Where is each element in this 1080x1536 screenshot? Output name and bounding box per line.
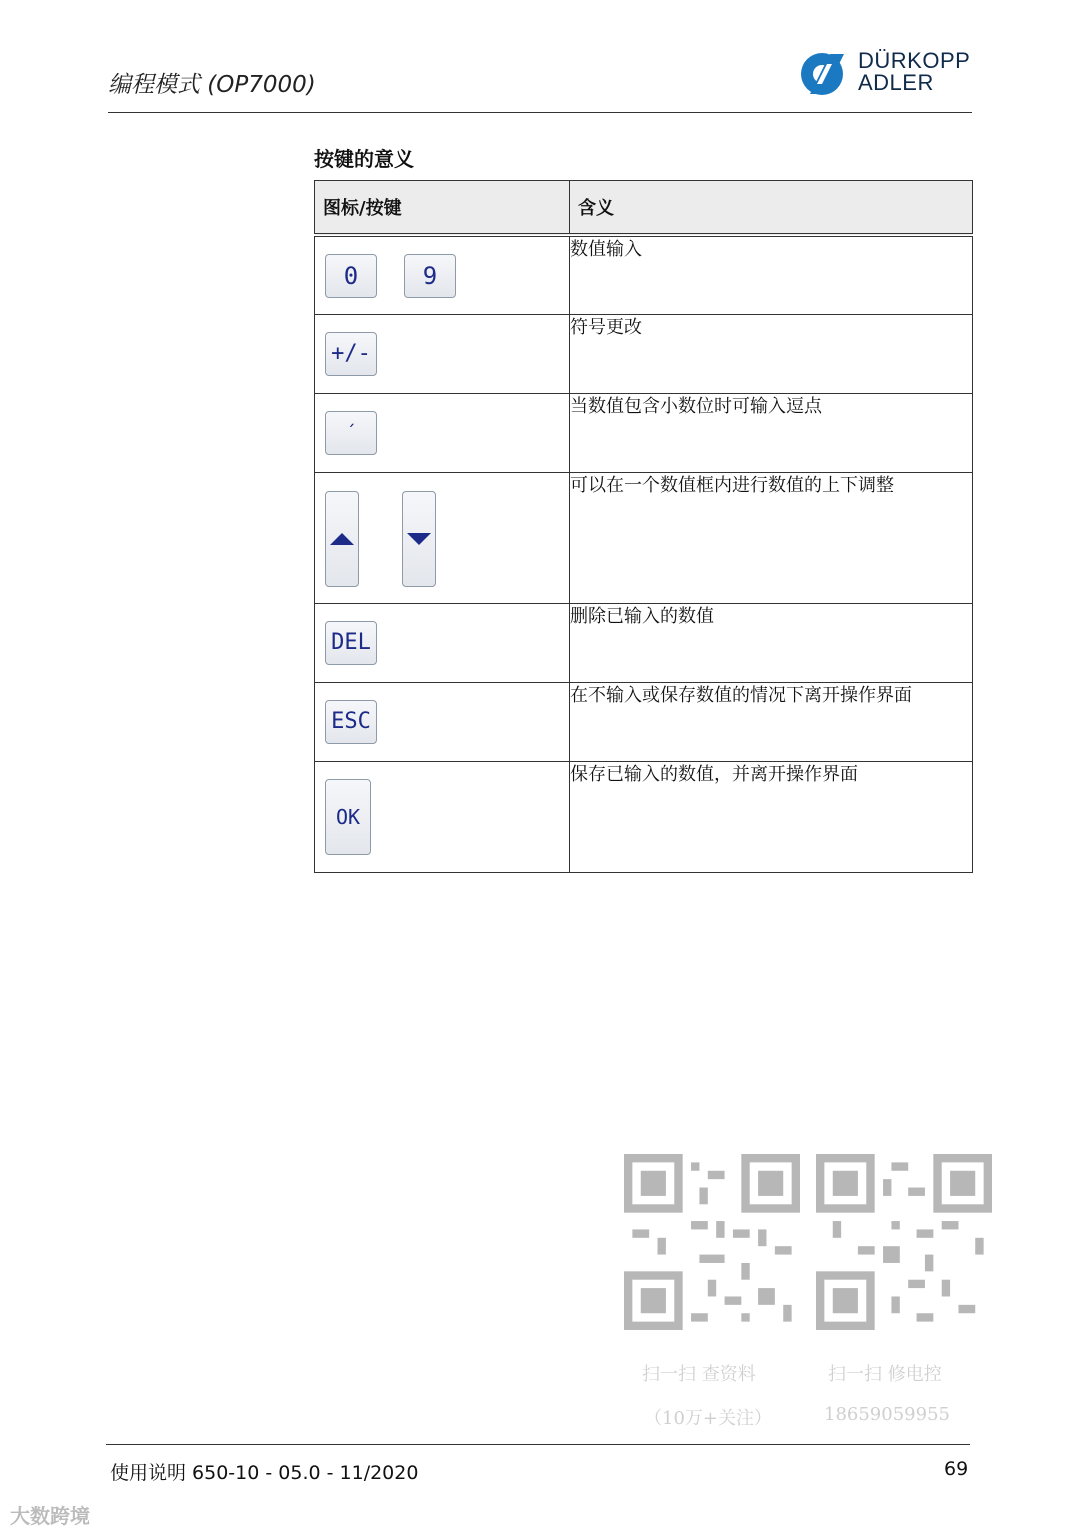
icon-cell bbox=[315, 472, 570, 603]
meaning-cell: 数值输入 bbox=[570, 235, 973, 314]
meaning-cell: 当数值包含小数位时可输入逗点 bbox=[570, 393, 973, 472]
meaning-cell: 符号更改 bbox=[570, 314, 973, 393]
column-header-meaning: 含义 bbox=[570, 181, 973, 236]
icon-cell bbox=[315, 682, 570, 761]
column-header-icon: 图标/按键 bbox=[315, 181, 570, 236]
qr-code-icon bbox=[624, 1154, 800, 1330]
footer-doc-ref: 使用说明 650-10 - 05.0 - 11/2020 bbox=[110, 1462, 419, 1484]
page-header-title: 编程模式 (OP7000) bbox=[108, 72, 316, 98]
icon-cell bbox=[315, 603, 570, 682]
qr-caption-left-1: 扫一扫 查资料 bbox=[642, 1364, 756, 1385]
down-arrow-icon bbox=[407, 533, 431, 545]
header-divider bbox=[108, 112, 972, 113]
icon-cell bbox=[315, 314, 570, 393]
table-row bbox=[315, 314, 973, 393]
logo-mark-icon bbox=[800, 52, 852, 96]
key-down[interactable] bbox=[402, 491, 436, 587]
key-9[interactable]: 9 bbox=[404, 254, 456, 298]
key-0[interactable]: 0 bbox=[325, 254, 377, 298]
qr-caption-right-1: 扫一扫 修电控 bbox=[828, 1364, 942, 1385]
logo-line-2: ADLER bbox=[858, 70, 934, 95]
key-esc[interactable]: ESC bbox=[325, 700, 377, 744]
key-decimal-comma[interactable]: ´ bbox=[325, 411, 377, 455]
qr-codes bbox=[618, 1154, 998, 1434]
key-del[interactable]: DEL bbox=[325, 621, 377, 665]
footer-divider bbox=[106, 1444, 970, 1445]
key-plus-minus[interactable]: +/- bbox=[325, 332, 377, 376]
logo-line-1: DÜRKOPP bbox=[858, 48, 971, 73]
qr-caption-left-2: （10万+关注） bbox=[644, 1408, 772, 1429]
table-row bbox=[315, 603, 973, 682]
section-heading: 按键的意义 bbox=[314, 147, 414, 171]
watermark: 大数跨境 bbox=[10, 1504, 90, 1528]
icon-cell bbox=[315, 393, 570, 472]
table-row bbox=[315, 761, 973, 872]
table-row bbox=[315, 235, 973, 314]
meaning-cell: 在不输入或保存数值的情况下离开操作界面 bbox=[570, 682, 973, 761]
logo-text bbox=[858, 50, 970, 94]
qr-code-icon bbox=[816, 1154, 992, 1330]
table-header-row bbox=[315, 181, 973, 236]
table-row bbox=[315, 472, 973, 603]
meaning-cell: 删除已输入的数值 bbox=[570, 603, 973, 682]
key-meaning-table bbox=[314, 180, 973, 873]
meaning-cell: 可以在一个数值框内进行数值的上下调整 bbox=[570, 472, 973, 603]
key-ok[interactable]: OK bbox=[325, 779, 371, 855]
brand-logo bbox=[800, 50, 980, 98]
table-row bbox=[315, 682, 973, 761]
table-row bbox=[315, 393, 973, 472]
meaning-cell: 保存已输入的数值，并离开操作界面 bbox=[570, 761, 973, 872]
key-up[interactable] bbox=[325, 491, 359, 587]
icon-cell bbox=[315, 761, 570, 872]
page-number: 69 bbox=[944, 1458, 969, 1480]
qr-caption-right-2: 18659059955 bbox=[824, 1404, 950, 1425]
icon-cell bbox=[315, 235, 570, 314]
up-arrow-icon bbox=[330, 533, 354, 545]
